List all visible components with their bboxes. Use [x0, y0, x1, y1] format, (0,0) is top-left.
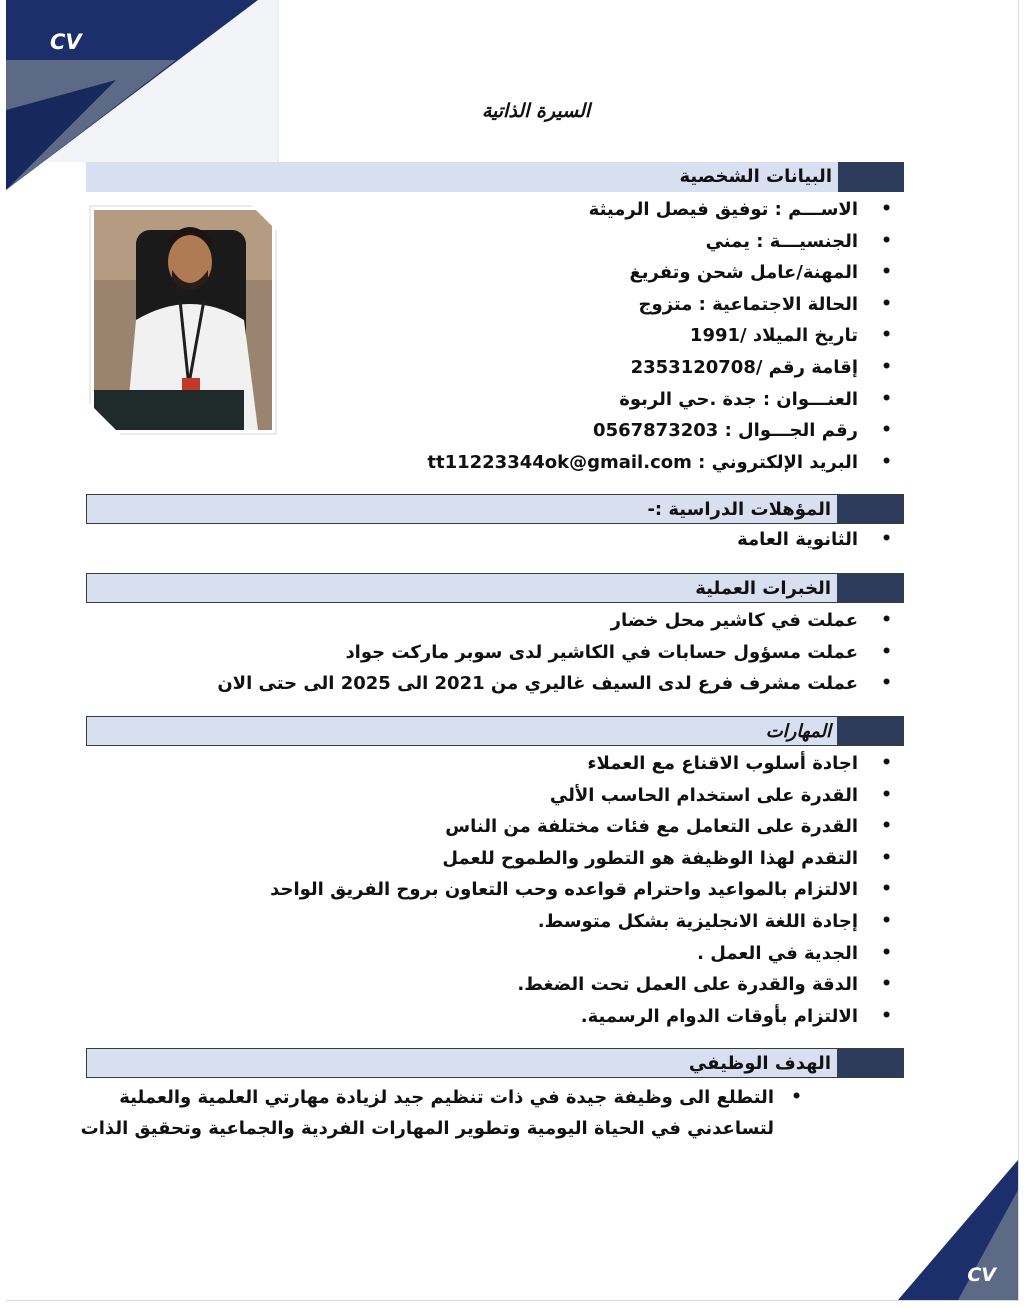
personal-info-list	[427, 194, 858, 478]
personal-email: • البريد الإلكتروني : tt11223344ok@gmail.com	[427, 447, 858, 479]
cv-corner-label-top: CV	[50, 30, 82, 54]
experience-item: • عملت في كاشير محل خضار	[217, 605, 858, 637]
personal-nationality: • الجنسيـــة : يمني	[427, 226, 858, 258]
skill-item: • اجادة أسلوب الاقناع مع العملاء	[270, 748, 858, 780]
skill-item: • القدرة على استخدام الحاسب الألي	[270, 780, 858, 812]
section-title-goal: الهدف الوظيفي	[688, 1053, 831, 1074]
personal-name: • الاســـم : توفيق فيصل الرميثة	[427, 194, 858, 226]
skill-item: • الالتزام بأوقات الدوام الرسمية.	[270, 1001, 858, 1033]
section-header-tab	[838, 162, 904, 192]
experience-list	[217, 605, 858, 700]
cv-corner-label-bottom: CV	[967, 1264, 996, 1286]
personal-residence-number: • إقامة رقم /2353120708	[427, 352, 858, 384]
section-header-skills	[86, 716, 904, 746]
skill-item: • الجدية في العمل .	[270, 938, 858, 970]
section-header-goal	[86, 1048, 904, 1078]
bottom-right-corner-decoration	[898, 1160, 1018, 1300]
career-goal-text	[80, 1082, 774, 1144]
cv-page	[6, 0, 1019, 1301]
profile-photo-image	[86, 200, 286, 440]
education-item: • الثانوية العامة	[737, 524, 858, 556]
personal-address: • العنـــوان : جدة .حي الربوة	[427, 384, 858, 416]
experience-item: • عملت مشرف فرع لدى السيف غاليري من 2021 الى 2025 الى حتى الان	[217, 668, 858, 700]
skill-item: • التقدم لهذا الوظيفة هو التطور والطموح للعمل	[270, 843, 858, 875]
skill-item: • إجادة اللغة الانجليزية بشكل متوسط.	[270, 906, 858, 938]
document-title: السيرة الذاتية	[481, 100, 591, 122]
career-goal-line-1: • التطلع الى وظيفة جيدة في ذات تنظيم جيد لزيادة مهارتي العلمية والعملية	[119, 1087, 774, 1108]
personal-mobile: • رقم الجـــوال : 0567873203	[427, 415, 858, 447]
section-title-education: المؤهلات الدراسية :-	[647, 499, 831, 520]
section-header-tab	[837, 1049, 903, 1077]
section-header-experience	[86, 573, 904, 603]
skill-item: • الالتزام بالمواعيد واحترام قواعده وحب التعاون بروح الفريق الواحد	[270, 874, 858, 906]
personal-profession: • المهنة/عامل شحن وتفريغ	[427, 257, 858, 289]
skill-item: • الدقة والقدرة على العمل تحت الضغط.	[270, 969, 858, 1001]
section-header-tab	[837, 717, 903, 745]
section-header-tab	[837, 495, 903, 523]
personal-marital-status: • الحالة الاجتماعية : متزوج	[427, 289, 858, 321]
profile-photo	[86, 200, 286, 440]
section-title-personal: البيانات الشخصية	[679, 166, 832, 187]
skill-item: • القدرة على التعامل مع فئات مختلفة من الناس	[270, 811, 858, 843]
section-header-tab	[837, 574, 903, 602]
personal-birth-date: • تاريخ الميلاد /1991	[427, 320, 858, 352]
section-header-education	[86, 494, 904, 524]
experience-item: • عملت مسؤول حسابات في الكاشير لدى سوبر ماركت جواد	[217, 637, 858, 669]
career-goal-line-2: لتساعدني في الحياة اليومية وتطوير المهارات الفردية والجماعية وتحقيق الذات	[80, 1118, 774, 1139]
skills-list	[270, 748, 858, 1032]
section-title-experience: الخبرات العملية	[695, 578, 831, 599]
section-title-skills: المهارات	[765, 721, 831, 742]
section-header-personal	[86, 162, 904, 192]
education-list	[737, 524, 858, 556]
